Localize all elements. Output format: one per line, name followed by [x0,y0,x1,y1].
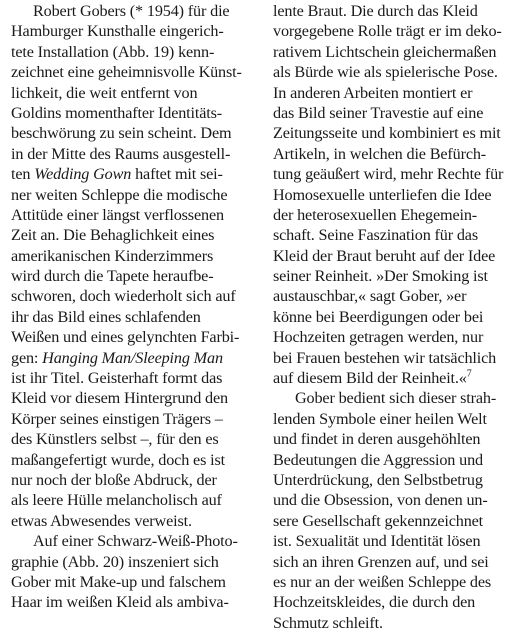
right-paragraph-1 [273,1,525,388]
text-line: Homosexuelle unterliefen die Idee [273,185,492,204]
text-line: schaft. Seine Faszination für das [273,226,478,245]
text-line: Kleid der Braut beruht auf der Idee [273,246,496,265]
text-line: als leere Hülle melancholisch auf [11,491,222,510]
text-line: etwas Abwesendes verweist. [11,511,192,530]
text-line: könne bei Beerdigungen oder bei [273,307,484,326]
text-line: Artikeln, in welchen die Befürch- [273,144,487,163]
text-line: nur noch der bloße Abdruck, der [11,470,217,489]
text-line: tete Installation (Abb. 19) kenn- [11,42,215,61]
text-line: Attitüde einer längst verflossenen [11,205,224,224]
text-line-with-footnote [273,368,525,388]
text-line: lenden Symbole einer heilen Welt [273,409,487,428]
left-column [11,1,266,613]
text-line: vorgegebene Rolle trägt er im deko- [273,22,502,41]
text-line: Kleid vor diesem Hintergrund den [11,389,228,408]
text-line: Hochzeiten getragen werden, nur [273,328,484,347]
text-line: sich an ihren Grenzen auf, und sei [273,552,489,571]
text-line: in der Mitte des Raums ausgestell- [11,144,231,163]
text-line: bei Frauen bestehen wir tatsächlich [273,348,497,367]
text-line: Hochzeitskleides, die durch den [273,593,476,612]
text-line: des Künstlers selbst –, für den es [11,430,219,449]
text-line: Goldins momenthafter Identitäts- [11,103,222,122]
text-line: schworen, doch wiederholt sich auf [11,287,236,306]
text-line: Körper seines einstigen Trägers – [11,409,223,428]
text-line-with-italic [11,164,266,184]
text-line: lichkeit, die weit entfernt von [11,83,198,102]
text-line-with-italic [11,348,266,368]
text-line: ner weiten Schleppe die modische [11,185,228,204]
left-paragraph-2 [11,531,266,613]
text-line: der heterosexuellen Ehegemein- [273,205,478,224]
text-line: Zeitungsseite und kombiniert es mit [273,124,501,143]
text-line: es nur an der weißen Schleppe des [273,572,491,591]
text-line: Gober bedient sich dieser strah- [295,389,497,408]
text-fragment: haftet mit sei- [131,165,223,184]
text-line: und findet in deren ausgehöhlten [273,430,481,449]
text-line: Zeit an. Die Behaglichkeit eines [11,226,215,245]
right-column [273,1,525,633]
text-line: beschwörung zu sein scheint. Dem [11,124,232,143]
text-line: ihr das Bild eines schlafenden [11,307,201,326]
text-fragment: auf diesem Bild der Reinheit.« [273,369,467,388]
text-line: sere Gesellschaft gekennzeichnet [273,511,484,530]
text-line: Haar im weißen Kleid als ambiva- [11,593,229,612]
text-line: tung geäußert wird, mehr Rechte für [273,165,504,184]
text-line: das Bild seiner Travestie auf eine [273,103,484,122]
text-line: Robert Gobers (* 1954) für die [33,2,230,20]
text-line: lente Braut. Die durch das Kleid [273,2,478,20]
text-fragment: gen: [11,348,43,367]
text-line: Unterdrückung, den Selbstbetrug [273,470,483,489]
text-line: zeichnet eine geheimnisvolle Künst- [11,63,242,82]
text-line: und die Obsession, von denen un- [273,491,488,510]
text-line: Weißen und eines gelynchten Farbi- [11,328,240,347]
text-fragment: ten [11,165,35,184]
text-line: rativem Lichtschein gleichermaßen [273,42,497,61]
text-line: ist. Sexualität und Identität lösen [273,532,481,551]
right-paragraph-2 [273,388,525,633]
artwork-title-hanging-man: Hanging Man/Sleeping Man [42,348,223,367]
footnote-marker: 7 [466,368,472,380]
text-line: als Bürde wie als spielerische Pose. [273,63,498,82]
text-line: wird durch die Tapete heraufbe- [11,267,214,286]
text-line: In anderen Arbeiten montiert er [273,83,473,102]
artwork-title-wedding-gown: Wedding Gown [34,165,132,184]
text-line: Schmutz schleift. [273,613,383,632]
text-line: graphie (Abb. 20) inszeniert sich [11,552,219,571]
text-line: Hamburger Kunsthalle eingerich- [11,22,224,41]
text-line: maßangefertigt wurde, doch es ist [11,450,225,469]
text-line: seiner Reinheit. »Der Smoking ist [273,267,488,286]
text-line: ist ihr Titel. Geisterhaft formt das [11,369,223,388]
text-line: austauschbar,« sagt Gober, »er [273,287,467,306]
text-line: amerikanischen Kinderzimmers [11,246,214,265]
left-paragraph-1 [11,1,266,531]
text-line: Auf einer Schwarz-Weiß-Photo- [33,532,238,551]
text-line: Gober mit Make-up und falschem [11,572,226,591]
text-line: Bedeutungen die Aggression und [273,450,483,469]
